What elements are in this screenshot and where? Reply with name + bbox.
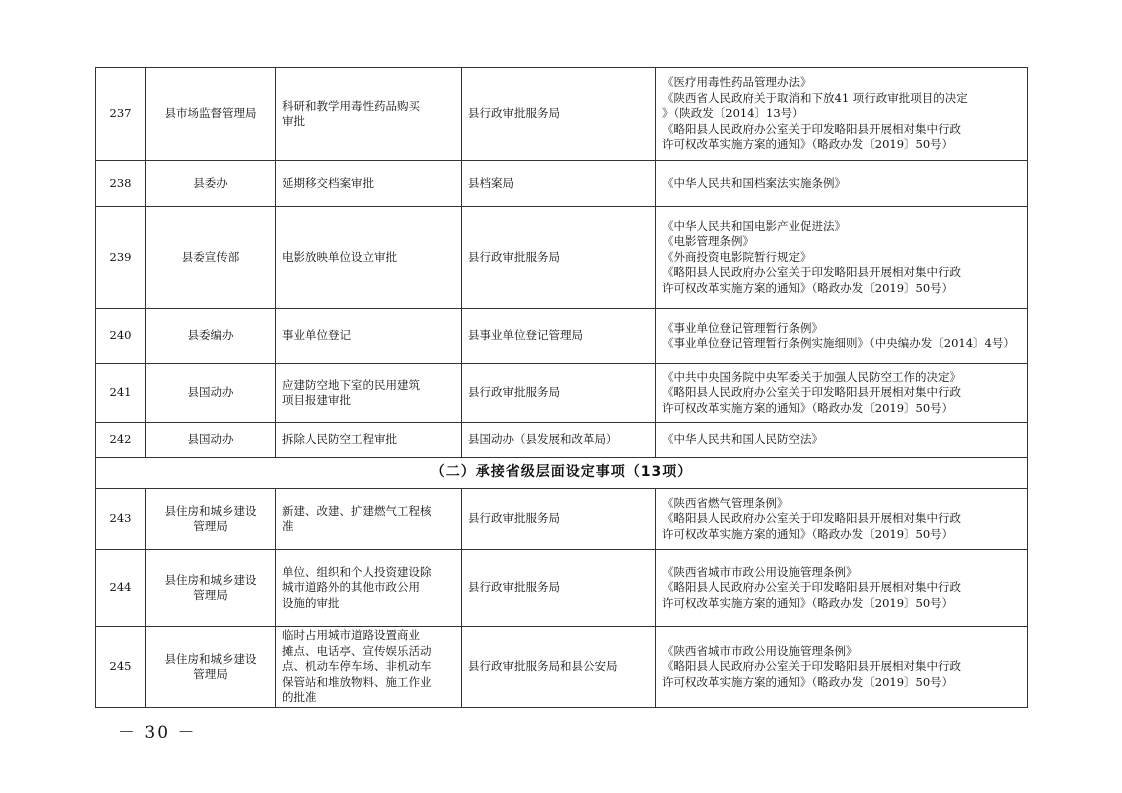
item-name-line: 设施的审批 [282, 595, 340, 610]
handling-agency: 县国动办（县发展和改革局） [462, 423, 656, 458]
item-name-line: 应建防空地下室的民用建筑 [282, 377, 420, 392]
department-cell [146, 489, 276, 550]
item-name-line: 临时占用城市道路设置商业 [282, 628, 420, 643]
department-line: 县住房和城乡建设 [164, 651, 257, 666]
item-name-line: 延期移交档案审批 [282, 175, 374, 190]
department-cell [146, 309, 276, 364]
handling-agency: 县行政审批服务局 [462, 489, 656, 550]
item-name-line: 的批准 [282, 690, 317, 705]
item-name-cell [276, 550, 462, 627]
department-cell [146, 68, 276, 161]
department-line: 管理局 [193, 667, 228, 681]
legal-basis-line: 许可权改革实施方案的通知》（略政办发〔2019〕50号） [662, 400, 954, 415]
table-row [96, 364, 1028, 423]
table-row [96, 423, 1028, 458]
legal-basis-line: 《电影管理条例》 [662, 234, 754, 249]
legal-basis-cell [656, 207, 1028, 309]
department-line: 县住房和城乡建设 [164, 572, 257, 587]
department-line: 管理局 [193, 588, 228, 602]
item-name-line: 点、机动车停车场、非机动车 [282, 659, 432, 674]
item-name-cell [276, 68, 462, 161]
legal-basis-cell [656, 627, 1028, 708]
legal-basis-line: 《医疗用毒性药品管理办法》 [662, 75, 812, 90]
legal-basis-line: 《陕西省人民政府关于取消和下放41 项行政审批项目的决定 [662, 90, 968, 105]
item-name-cell [276, 161, 462, 207]
item-name-line: 科研和教学用毒性药品购买 [282, 98, 420, 113]
approval-items-table [95, 67, 1028, 708]
handling-agency: 县行政审批服务局 [462, 550, 656, 627]
handling-agency: 县行政审批服务局 [462, 68, 656, 161]
legal-basis-line: 《略阳县人民政府办公室关于印发略阳县开展相对集中行政 [662, 121, 961, 136]
item-number: 244 [96, 550, 146, 627]
department-cell [146, 627, 276, 708]
legal-basis-line: 许可权改革实施方案的通知》（略政办发〔2019〕50号） [662, 674, 954, 689]
item-name-line: 新建、改建、扩建燃气工程核 [282, 503, 432, 518]
department-cell [146, 161, 276, 207]
table-row [96, 161, 1028, 207]
legal-basis-cell [656, 68, 1028, 161]
legal-basis-line: 《略阳县人民政府办公室关于印发略阳县开展相对集中行政 [662, 265, 961, 280]
item-name-cell [276, 489, 462, 550]
item-name-line: 审批 [282, 114, 305, 128]
legal-basis-cell [656, 550, 1028, 627]
legal-basis-line: 《事业单位登记管理暂行条例》 [662, 320, 823, 335]
department-cell [146, 207, 276, 309]
item-name-line: 保管站和堆放物料、施工作业 [282, 674, 432, 689]
item-number: 237 [96, 68, 146, 161]
item-number: 240 [96, 309, 146, 364]
department-line: 县委编办 [187, 328, 234, 343]
legal-basis-line: 《陕西省燃气管理条例》 [662, 495, 789, 510]
department-line: 县国动办 [187, 385, 234, 400]
legal-basis-cell [656, 364, 1028, 423]
table-row [96, 627, 1028, 708]
item-name-line: 项目报建审批 [282, 393, 351, 407]
item-name-cell [276, 207, 462, 309]
table-row [96, 207, 1028, 309]
department-line: 管理局 [193, 519, 228, 533]
department-line: 县住房和城乡建设 [164, 503, 257, 518]
department-cell [146, 550, 276, 627]
item-name-line: 电影放映单位设立审批 [282, 249, 397, 264]
department-line: 县市场监督管理局 [164, 106, 257, 121]
legal-basis-line: 《略阳县人民政府办公室关于印发略阳县开展相对集中行政 [662, 659, 961, 674]
legal-basis-line: 《中共中央国务院中央军委关于加强人民防空工作的决定》 [662, 369, 961, 384]
legal-basis-cell [656, 309, 1028, 364]
legal-basis-line: 《中华人民共和国人民防空法》 [662, 432, 823, 447]
item-name-cell [276, 364, 462, 423]
handling-agency: 县行政审批服务局 [462, 364, 656, 423]
department-line: 县委宣传部 [181, 249, 240, 264]
legal-basis-line: 《中华人民共和国档案法实施条例》 [662, 175, 846, 190]
page-number: － 30 － [118, 723, 197, 743]
legal-basis-line: 《略阳县人民政府办公室关于印发略阳县开展相对集中行政 [662, 580, 961, 595]
item-name-cell [276, 423, 462, 458]
item-number: 243 [96, 489, 146, 550]
item-number: 245 [96, 627, 146, 708]
legal-basis-line: 许可权改革实施方案的通知》（略政办发〔2019〕50号） [662, 280, 954, 295]
legal-basis-line: 》（陕政发〔2014〕13号） [662, 106, 804, 121]
item-name-line: 单位、组织和个人投资建设除 [282, 564, 432, 579]
section-title: （二）承接省级层面设定事项（13项） [96, 458, 1028, 489]
legal-basis-line: 《事业单位登记管理暂行条例实施细则》（中央编办发〔2014〕4号） [662, 336, 1015, 350]
item-name-line: 事业单位登记 [282, 328, 351, 343]
handling-agency: 县事业单位登记管理局 [462, 309, 656, 364]
handling-agency: 县行政审批服务局和县公安局 [462, 627, 656, 708]
legal-basis-line: 《略阳县人民政府办公室关于印发略阳县开展相对集中行政 [662, 385, 961, 400]
table-row [96, 550, 1028, 627]
handling-agency: 县档案局 [462, 161, 656, 207]
department-cell [146, 423, 276, 458]
legal-basis-line: 《陕西省城市市政公用设施管理条例》 [662, 564, 858, 579]
item-name-line: 城市道路外的其他市政公用 [282, 580, 420, 595]
item-number: 238 [96, 161, 146, 207]
table-row [96, 489, 1028, 550]
item-name-cell [276, 627, 462, 708]
item-number: 239 [96, 207, 146, 309]
item-name-line: 拆除人民防空工程审批 [282, 432, 397, 447]
legal-basis-cell [656, 423, 1028, 458]
legal-basis-line: 许可权改革实施方案的通知》（略政办发〔2019〕50号） [662, 595, 954, 610]
legal-basis-cell [656, 161, 1028, 207]
table-row [96, 68, 1028, 161]
department-cell [146, 364, 276, 423]
item-name-cell [276, 309, 462, 364]
legal-basis-cell [656, 489, 1028, 550]
item-name-line: 摊点、电话亭、宣传娱乐活动 [282, 643, 432, 658]
item-number: 241 [96, 364, 146, 423]
item-number: 242 [96, 423, 146, 458]
section-header-row [96, 458, 1028, 489]
legal-basis-line: 《略阳县人民政府办公室关于印发略阳县开展相对集中行政 [662, 511, 961, 526]
legal-basis-line: 《陕西省城市市政公用设施管理条例》 [662, 643, 858, 658]
department-line: 县委办 [193, 175, 228, 190]
legal-basis-line: 许可权改革实施方案的通知》（略政办发〔2019〕50号） [662, 137, 954, 152]
item-name-line: 准 [282, 519, 294, 533]
department-line: 县国动办 [187, 432, 234, 447]
table-row [96, 309, 1028, 364]
legal-basis-line: 许可权改革实施方案的通知》（略政办发〔2019〕50号） [662, 526, 954, 541]
legal-basis-line: 《外商投资电影院暂行规定》 [662, 249, 812, 264]
legal-basis-line: 《中华人民共和国电影产业促进法》 [662, 218, 846, 233]
handling-agency: 县行政审批服务局 [462, 207, 656, 309]
